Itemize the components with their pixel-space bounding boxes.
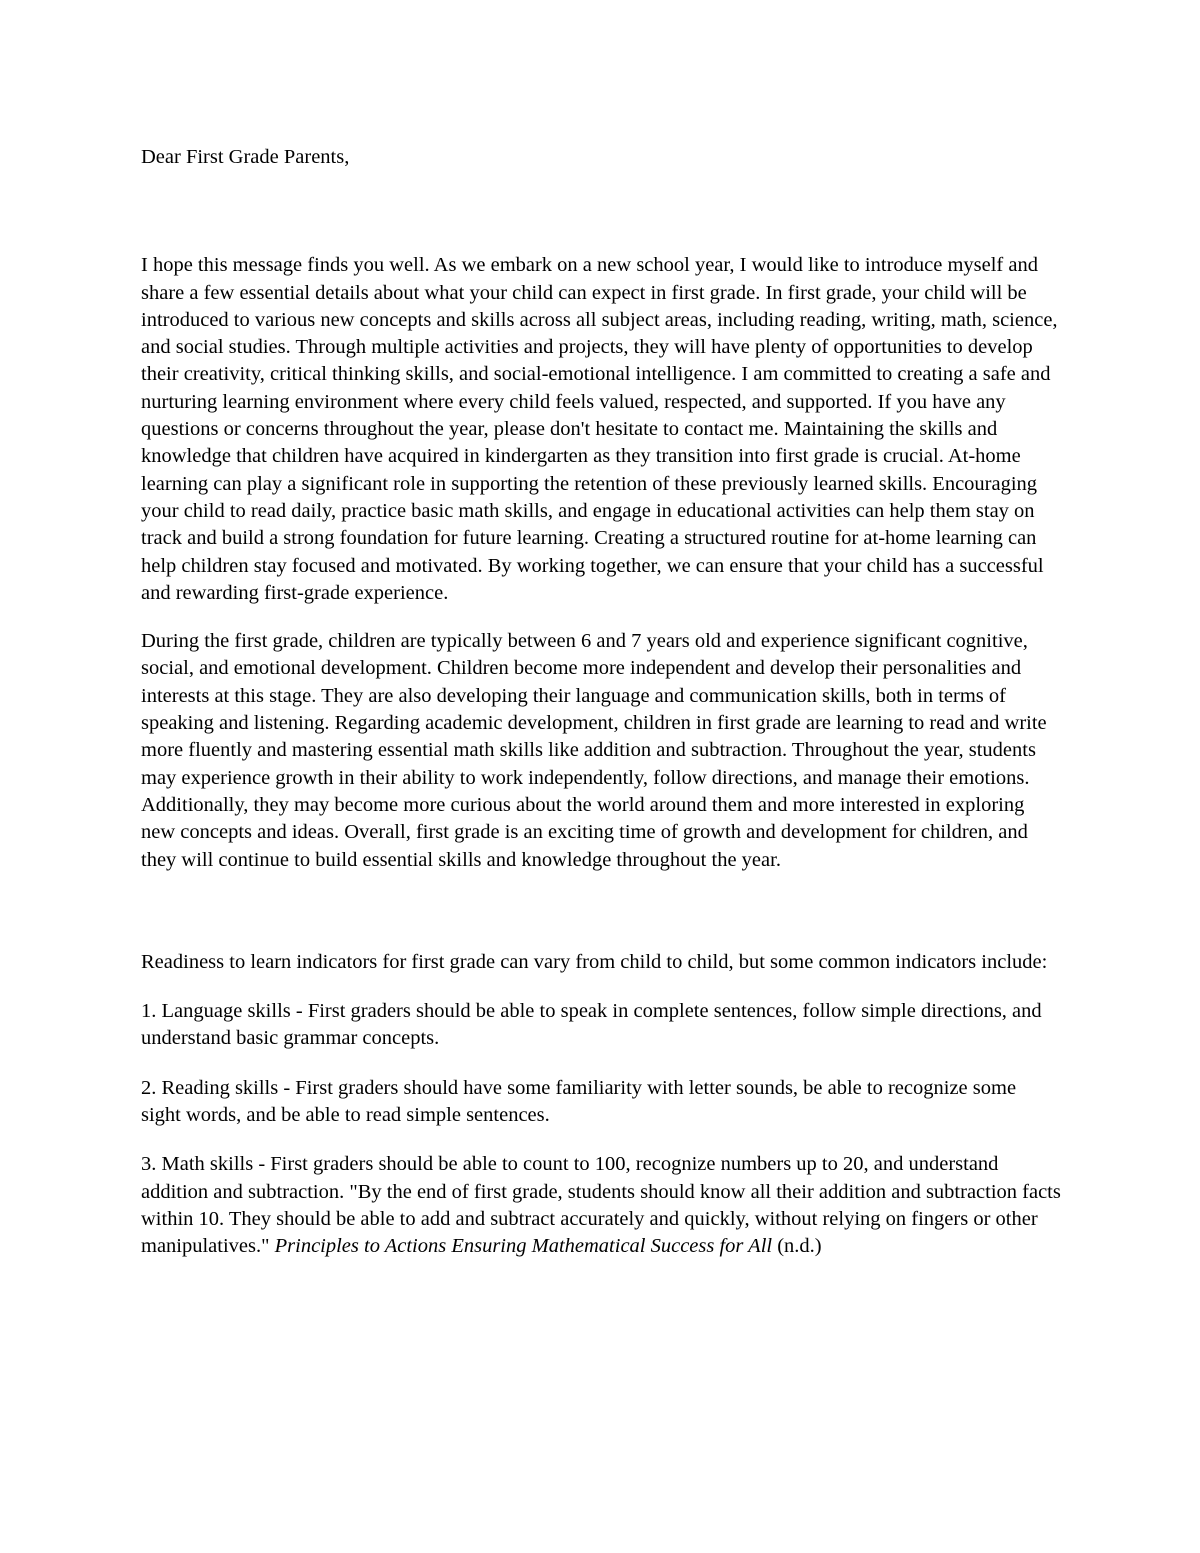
readiness-paragraph: Readiness to learn indicators for first grade can vary from child to child, but some common indicators include: xyxy=(141,950,1048,973)
salutation: Dear First Grade Parents, xyxy=(141,146,350,168)
letter-body xyxy=(141,144,1061,1283)
indicator-math xyxy=(141,1151,1061,1260)
citation-date: (n.d.) xyxy=(772,1235,822,1258)
development-paragraph: During the first grade, children are typically between 6 and 7 years old and experience significant cognitive, social, and emotional development. Children become more independent and develop their personalities and interests at this stage. They are also developing their language and communication skills, both in terms of speaking and listening. Regarding academic development, children in first grade are learning to read and write more fluently and mastering essential math skills like addition and subtraction. Throughout the year, students may experience growth in their ability to work independently, follow directions, and manage their emotions. Additionally, they may become more curious about the world around them and more interested in exploring new concepts and ideas. Overall, first grade is an exciting time of growth and development for children, and they will continue to build essential skills and knowledge throughout the year. xyxy=(141,630,1047,871)
indicator-reading: 2. Reading skills - First graders should have some familiarity with letter sounds, be able to recognize some sight words, and be able to read simple sentences. xyxy=(141,1076,1017,1127)
citation-title: Principles to Actions Ensuring Mathematical Success for All xyxy=(274,1235,773,1258)
indicator-math-text: 3. Math skills - First graders should be able to count to 100, recognize numbers up to 20, and understand addition and subtraction. "By the end of first grade, students should know all their addition and subtraction facts within 10. They should be able to add and subtract accurately and quickly, without relying on fingers or other manipulatives." xyxy=(141,1153,1061,1258)
intro-paragraph: I hope this message finds you well. As we embark on a new school year, I would like to introduce myself and share a few essential details about what your child can expect in first grade. In first grade, your child will be introduced to various new concepts and skills across all subject areas, including reading, writing, math, science, and social studies. Through multiple activities and projects, they will have plenty of opportunities to develop their creativity, critical thinking skills, and social-emotional intelligence. I am committed to creating a safe and nurturing learning environment where every child feels valued, respected, and supported. If you have any questions or concerns throughout the year, please don't hesitate to contact me. Maintaining the skills and knowledge that children have acquired in kindergarten as they transition into first grade is crucial. At-home learning can play a significant role in supporting the retention of these previously learned skills. Encouraging your child to read daily, practice basic math skills, and engage in educational activities can help them stay on track and build a strong foundation for future learning. Creating a structured routine for at-home learning can help children stay focused and motivated. By working together, we can ensure that your child has a successful and rewarding first-grade experience. xyxy=(141,254,1058,604)
indicator-language: 1. Language skills - First graders should be able to speak in complete sentences, follow simple directions, and understand basic grammar concepts. xyxy=(141,1000,1042,1050)
